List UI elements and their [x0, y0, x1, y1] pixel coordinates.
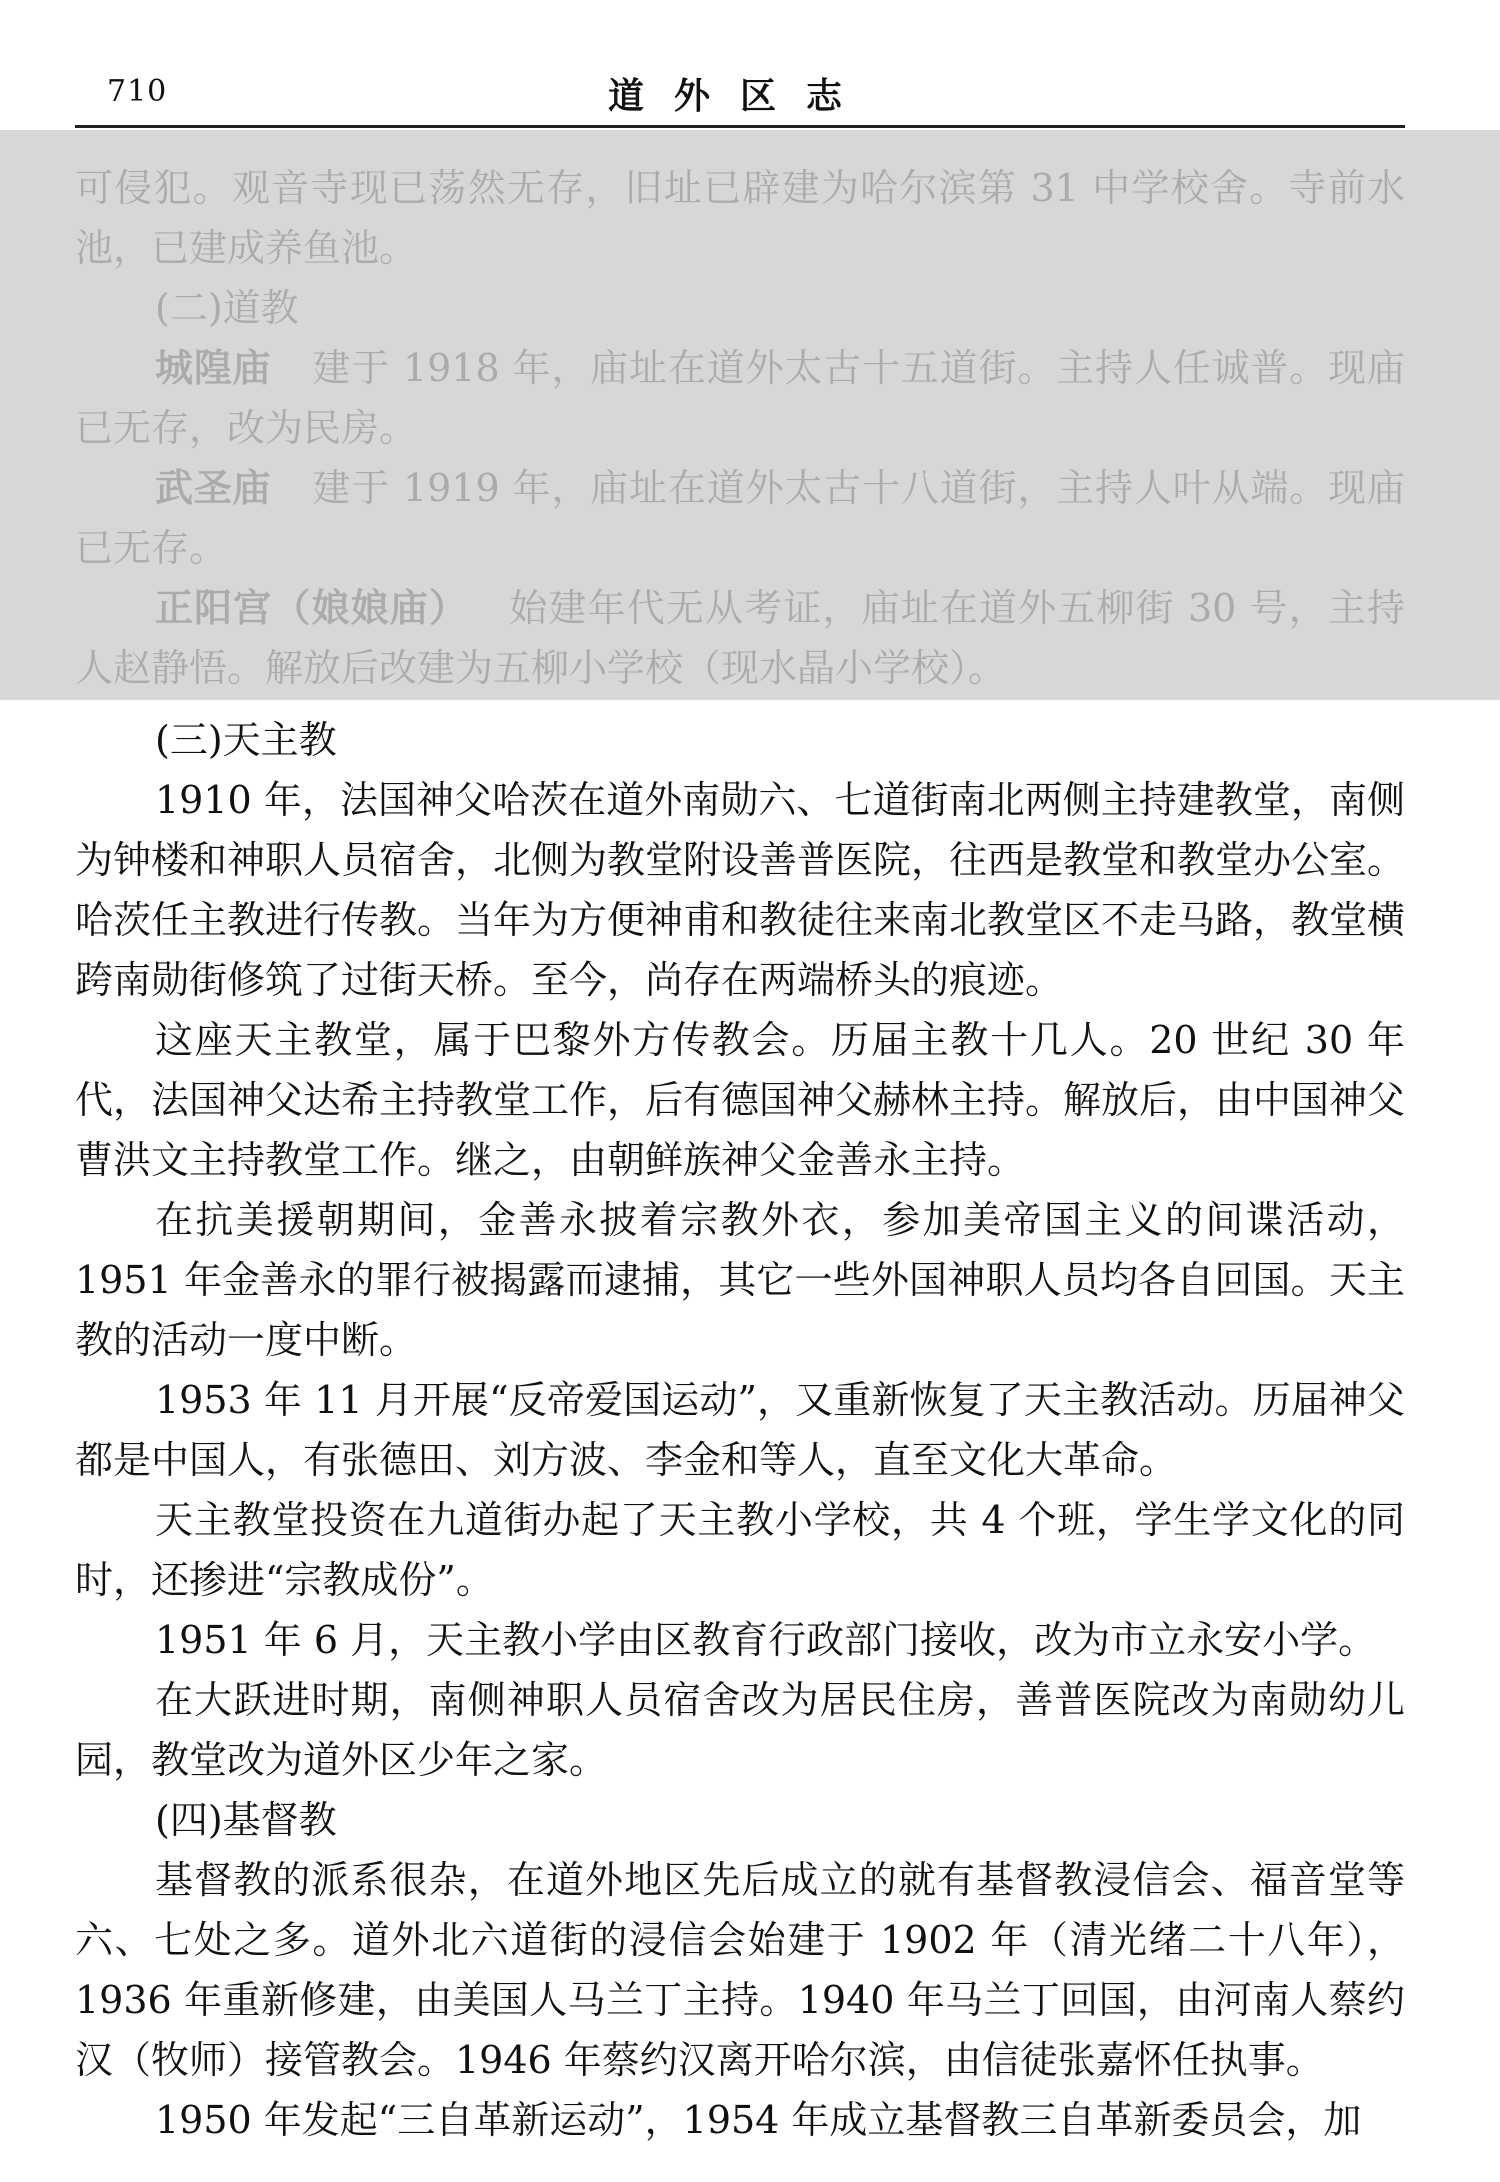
page-number: 710 — [107, 74, 168, 109]
temple-entry — [75, 578, 1405, 698]
paragraph: 在抗美援朝期间，金善永披着宗教外衣，参加美帝国主义的间谍活动，1951 年金善永的罪行被揭露而逮捕，其它一些外国神职人员均各自回国。天主教的活动一度中断。 — [75, 1198, 1405, 1362]
entry-text: 建于 1918 年，庙址在道外太古十五道街。主持人任诚普。现庙已无存，改为民房。 — [75, 346, 1405, 450]
paragraph: 1953 年 11 月开展“反帝爱国运动”，又重新恢复了天主教活动。历届神父都是中国人，有张德田、刘方波、李金和等人，直至文化大革命。 — [75, 1378, 1405, 1482]
paragraph: 可侵犯。观音寺现已荡然无存，旧址已辟建为哈尔滨第 31 中学校舍。寺前水池，已建成养鱼池。 — [75, 166, 1405, 270]
book-title: 道外区志 — [607, 76, 872, 117]
page-body — [75, 158, 1405, 2150]
header-rule — [75, 125, 1405, 128]
paragraph: 1910 年，法国神父哈茨在道外南勋六、七道街南北两侧主持建教堂，南侧为钟楼和神职人员宿舍，北侧为教堂附设善普医院，往西是教堂和教堂办公室。哈茨任主教进行传教。当年为方便神甫和教徒往来南北教堂区不走马路，教堂横跨南勋街修筑了过街天桥。至今，尚存在两端桥头的痕迹。 — [75, 778, 1406, 1002]
highlighted-text — [75, 158, 1405, 698]
paragraph: 基督教的派系很杂，在道外地区先后成立的就有基督教浸信会、福音堂等六、七处之多。道外北六道街的浸信会始建于 1902 年（清光绪二十八年），1936 年重新修建，由美国人马兰丁主持。1940 年马兰丁回国，由河南人蔡约汉（牧师）接管教会。1946 年蔡约汉离开哈尔滨，由信徒张嘉怀任执事。 — [75, 1858, 1405, 2082]
entry-text: 建于 1919 年，庙址在道外太古十八道街，主持人叶从端。现庙已无存。 — [75, 466, 1405, 570]
paragraph: 这座天主教堂，属于巴黎外方传教会。历届主教十几人。20 世纪 30 年代，法国神父达希主持教堂工作，后有德国神父赫林主持。解放后，由中国神父曹洪文主持教堂工作。继之，由朝鲜族神父金善永主持。 — [75, 1018, 1406, 1182]
entry-term: 正阳宫（娘娘庙） — [155, 586, 469, 630]
section-heading: (三)天主教 — [155, 718, 337, 762]
entry-term: 城隍庙 — [155, 346, 272, 390]
temple-entry — [75, 458, 1405, 578]
paragraph: 1950 年发起“三自革新运动”，1954 年成立基督教三自革新委员会，加 — [155, 2098, 1362, 2142]
section-heading: (四)基督教 — [155, 1798, 337, 1842]
page-header — [75, 62, 1405, 132]
entry-text: 始建年代无从考证，庙址在道外五柳街 30 号，主持人赵静悟。解放后改建为五柳小学校（现水晶小学校）。 — [75, 586, 1405, 690]
entry-term: 武圣庙 — [155, 466, 272, 510]
paragraph: 天主教堂投资在九道街办起了天主教小学校，共 4 个班，学生学文化的同时，还掺进“宗教成份”。 — [75, 1498, 1405, 1602]
paragraph: 1951 年 6 月，天主教小学由区教育行政部门接收，改为市立永安小学。 — [155, 1618, 1377, 1662]
temple-entry — [75, 338, 1405, 458]
paragraph: 在大跃进时期，南侧神职人员宿舍改为居民住房，善普医院改为南勋幼儿园，教堂改为道外区少年之家。 — [75, 1678, 1405, 1782]
section-heading: (二)道教 — [155, 286, 299, 330]
